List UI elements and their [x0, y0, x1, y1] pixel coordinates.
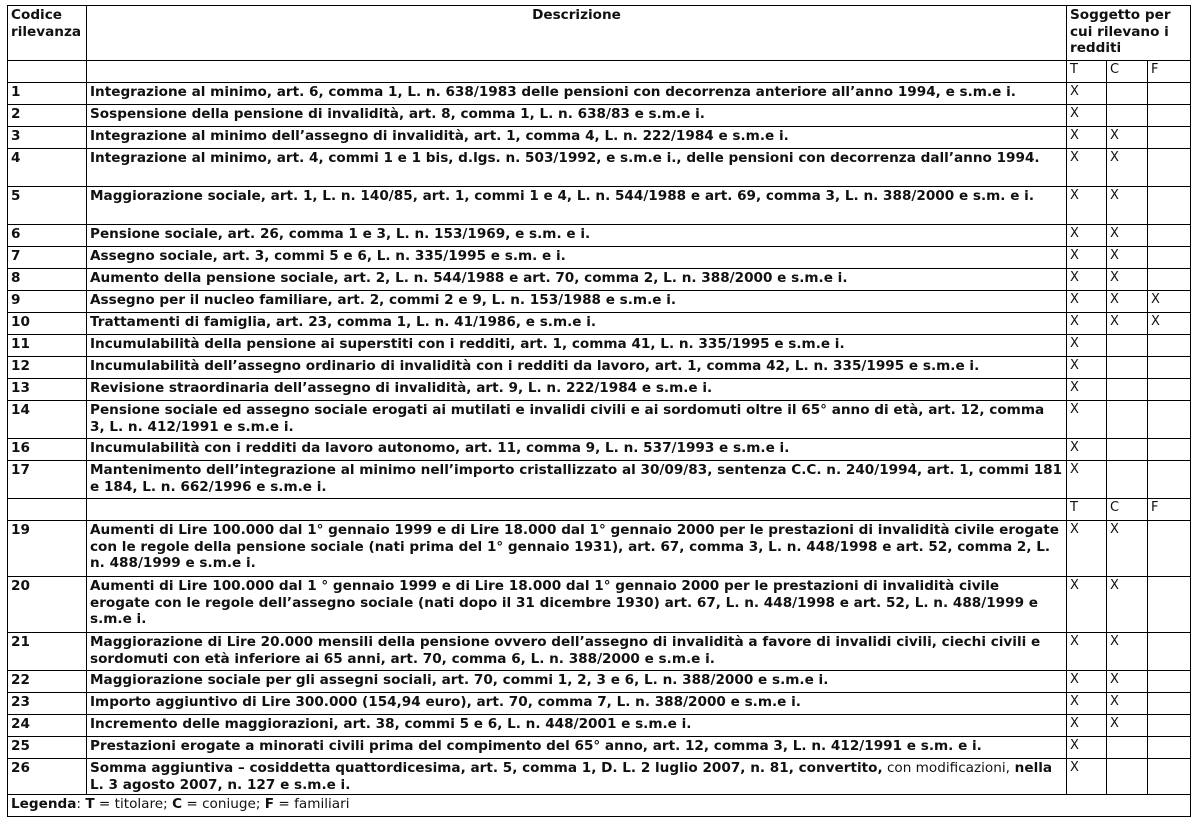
- row-description: Assegno per il nucleo familiare, art. 2, commi 2 e 9, L. n. 153/1988 e s.m.e i.: [87, 291, 1067, 313]
- header-row: [8, 6, 1191, 61]
- row-mark-c: X: [1107, 247, 1148, 269]
- row-mark-c: [1107, 379, 1148, 401]
- header-col-t: T: [1067, 61, 1107, 83]
- row-mark-f: [1148, 759, 1191, 795]
- row-code: 6: [8, 225, 87, 247]
- row-code: 4: [8, 149, 87, 187]
- row-mark-c: [1107, 83, 1148, 105]
- row-mark-t: X: [1067, 269, 1107, 291]
- table-row: [8, 247, 1191, 269]
- legend: Legenda: T = titolare; C = coniuge; F = familiari: [8, 795, 1191, 817]
- row-mark-f: [1148, 335, 1191, 357]
- table-row: [8, 357, 1191, 379]
- row-description: Maggiorazione di Lire 20.000 mensili della pensione ovvero dell’assegno di invalidità a favore di invalidi civili, ciechi civili e sordomuti con età inferiore ai 65 anni, art. 70, comma 6, L. n. 388/2000 e s.m.e i.: [87, 633, 1067, 671]
- row-mark-t: X: [1067, 379, 1107, 401]
- row-mark-c: X: [1107, 149, 1148, 187]
- row-code: 24: [8, 715, 87, 737]
- row-description: Importo aggiuntivo di Lire 300.000 (154,94 euro), art. 70, comma 7, L. n. 388/2000 e s.m.e i.: [87, 693, 1067, 715]
- row-code: 9: [8, 291, 87, 313]
- row-code: 2: [8, 105, 87, 127]
- row-mark-c: X: [1107, 225, 1148, 247]
- row-code: 19: [8, 521, 87, 577]
- subheader-row: [8, 61, 1191, 83]
- row-mark-t: X: [1067, 737, 1107, 759]
- row-code: 23: [8, 693, 87, 715]
- row-description: Incumulabilità con i redditi da lavoro autonomo, art. 11, comma 9, L. n. 537/1993 e s.m.e i.: [87, 439, 1067, 461]
- table-row: [8, 187, 1191, 225]
- row-code: 13: [8, 379, 87, 401]
- row-mark-t: X: [1067, 671, 1107, 693]
- row-code: 22: [8, 671, 87, 693]
- row-description: Aumenti di Lire 100.000 dal 1 ° gennaio 1999 e di Lire 18.000 dal 1° gennaio 2000 per le prestazioni di invalidità civile erogate con le regole dell’assegno sociale (nati dopo il 31 dicembre 1930) art. 67, L. n. 448/1998 e art. 52, L. n. 488/1999 e s.m.e i.: [87, 577, 1067, 633]
- row-mark-c: X: [1107, 633, 1148, 671]
- header-code: Codice rilevanza: [8, 6, 87, 61]
- row-mark-t: X: [1067, 715, 1107, 737]
- row-mark-f: [1148, 737, 1191, 759]
- row-code: 11: [8, 335, 87, 357]
- table-body-last: [8, 759, 1191, 817]
- row-description: Somma aggiuntiva – cosiddetta quattordicesima, art. 5, comma 1, D. L. 2 luglio 2007, n. 81, convertito, con modificazioni, nella L. 3 agosto 2007, n. 127 e s.m.e i.: [87, 759, 1067, 795]
- row-mark-f: X: [1148, 313, 1191, 335]
- row-mark-t: X: [1067, 291, 1107, 313]
- table-row: [8, 737, 1191, 759]
- table-row: [8, 335, 1191, 357]
- row-description: Assegno sociale, art. 3, commi 5 e 6, L. n. 335/1995 e s.m. e i.: [87, 247, 1067, 269]
- header-col-c: C: [1107, 61, 1148, 83]
- row-description: Incumulabilità dell’assegno ordinario di invalidità con i redditi da lavoro, art. 1, comma 42, L. n. 335/1995 e s.m.e i.: [87, 357, 1067, 379]
- row-description: Pensione sociale, art. 26, comma 1 e 3, L. n. 153/1969, e s.m. e i.: [87, 225, 1067, 247]
- row-description: Mantenimento dell’integrazione al minimo nell’importo cristallizzato al 30/09/83, sentenza C.C. n. 240/1994, art. 1, commi 181 e 184, L. n. 662/1996 e s.m.e i.: [87, 461, 1067, 499]
- row-code: 12: [8, 357, 87, 379]
- row-code: 3: [8, 127, 87, 149]
- row-mark-c: [1107, 401, 1148, 439]
- table-row: [8, 693, 1191, 715]
- table-row: [8, 577, 1191, 633]
- table-body-first: [8, 83, 1191, 499]
- row-description: Integrazione al minimo dell’assegno di invalidità, art. 1, comma 4, L. n. 222/1984 e s.m.e i.: [87, 127, 1067, 149]
- subheader-row-repeat: [8, 499, 1191, 521]
- row-mark-f: [1148, 671, 1191, 693]
- row-mark-f: [1148, 693, 1191, 715]
- row-mark-t: X: [1067, 357, 1107, 379]
- table-row: [8, 149, 1191, 187]
- row-mark-t: X: [1067, 187, 1107, 225]
- row-mark-c: X: [1107, 291, 1148, 313]
- row-mark-t: X: [1067, 149, 1107, 187]
- row-mark-c: X: [1107, 671, 1148, 693]
- row-mark-f: [1148, 461, 1191, 499]
- row-mark-c: [1107, 461, 1148, 499]
- row-code: 21: [8, 633, 87, 671]
- relevance-codes-table: [7, 5, 1191, 817]
- row-mark-c: [1107, 105, 1148, 127]
- table-row: [8, 715, 1191, 737]
- row-code: 7: [8, 247, 87, 269]
- row-mark-c: [1107, 759, 1148, 795]
- row-mark-c: X: [1107, 269, 1148, 291]
- row-mark-f: [1148, 401, 1191, 439]
- table-row: [8, 439, 1191, 461]
- row-mark-t: X: [1067, 521, 1107, 577]
- row-description: Sospensione della pensione di invalidità, art. 8, comma 1, L. n. 638/83 e s.m.e i.: [87, 105, 1067, 127]
- row-mark-c: [1107, 335, 1148, 357]
- row-mark-t: X: [1067, 759, 1107, 795]
- row-mark-t: X: [1067, 693, 1107, 715]
- row-mark-t: X: [1067, 401, 1107, 439]
- header-col-f-repeat: F: [1148, 499, 1191, 521]
- row-mark-t: X: [1067, 633, 1107, 671]
- row-mark-f: [1148, 269, 1191, 291]
- row-mark-f: [1148, 247, 1191, 269]
- row-code: 20: [8, 577, 87, 633]
- header-col-f: F: [1148, 61, 1191, 83]
- row-mark-f: [1148, 187, 1191, 225]
- table-row: [8, 105, 1191, 127]
- row-mark-f: [1148, 439, 1191, 461]
- row-code: 26: [8, 759, 87, 795]
- row-mark-t: X: [1067, 313, 1107, 335]
- row-mark-f: [1148, 127, 1191, 149]
- table-row: [8, 671, 1191, 693]
- row-code: 5: [8, 187, 87, 225]
- table-row: [8, 401, 1191, 439]
- table-row: [8, 379, 1191, 401]
- row-description: Maggiorazione sociale, art. 1, L. n. 140/85, art. 1, commi 1 e 4, L. n. 544/1988 e art. 69, comma 3, L. n. 388/2000 e s.m. e i.: [87, 187, 1067, 225]
- row-mark-f: [1148, 577, 1191, 633]
- row-mark-c: X: [1107, 521, 1148, 577]
- row-mark-f: [1148, 715, 1191, 737]
- header-col-t-repeat: T: [1067, 499, 1107, 521]
- table-row: [8, 225, 1191, 247]
- table-body-second: [8, 521, 1191, 759]
- table-row: [8, 633, 1191, 671]
- row-description: Revisione straordinaria dell’assegno di invalidità, art. 9, L. n. 222/1984 e s.m.e i.: [87, 379, 1067, 401]
- row-code: 25: [8, 737, 87, 759]
- row-mark-c: X: [1107, 313, 1148, 335]
- row-description: Aumenti di Lire 100.000 dal 1° gennaio 1999 e di Lire 18.000 dal 1° gennaio 2000 per le prestazioni di invalidità civile erogate con le regole della pensione sociale (nati prima del 1° gennaio 1931), art. 67, comma 3, L. n. 448/1998 e art. 52, comma 2, L. n. 488/1999 e s.m.e i.: [87, 521, 1067, 577]
- row-description: Maggiorazione sociale per gli assegni sociali, art. 70, commi 1, 2, 3 e 6, L. n. 388/2000 e s.m.e i.: [87, 671, 1067, 693]
- row-code: 1: [8, 83, 87, 105]
- row-mark-t: X: [1067, 461, 1107, 499]
- row-mark-c: [1107, 439, 1148, 461]
- row-mark-c: [1107, 357, 1148, 379]
- table-row: [8, 759, 1191, 795]
- row-mark-t: X: [1067, 83, 1107, 105]
- row-mark-f: X: [1148, 291, 1191, 313]
- header-description: Descrizione: [87, 6, 1067, 61]
- row-code: 17: [8, 461, 87, 499]
- row-mark-c: X: [1107, 127, 1148, 149]
- table-row: [8, 269, 1191, 291]
- row-mark-f: [1148, 379, 1191, 401]
- row-description: Aumento della pensione sociale, art. 2, L. n. 544/1988 e art. 70, comma 2, L. n. 388/2000 e s.m.e i.: [87, 269, 1067, 291]
- header-subject: Soggetto per cui rilevano i redditi: [1067, 6, 1191, 61]
- table-row: [8, 521, 1191, 577]
- row-mark-c: X: [1107, 693, 1148, 715]
- row-code: 8: [8, 269, 87, 291]
- row-mark-f: [1148, 633, 1191, 671]
- row-mark-c: [1107, 737, 1148, 759]
- table-row: [8, 461, 1191, 499]
- row-mark-f: [1148, 105, 1191, 127]
- table-row: [8, 83, 1191, 105]
- row-description: Prestazioni erogate a minorati civili prima del compimento del 65° anno, art. 12, comma 3, L. n. 412/1991 e s.m. e i.: [87, 737, 1067, 759]
- row-description: Pensione sociale ed assegno sociale erogati ai mutilati e invalidi civili e ai sordomuti oltre il 65° anno di età, art. 12, comma 3, L. n. 412/1991 e s.m.e i.: [87, 401, 1067, 439]
- row-mark-t: X: [1067, 225, 1107, 247]
- row-code: 16: [8, 439, 87, 461]
- row-mark-f: [1148, 225, 1191, 247]
- legend-row: [8, 795, 1191, 817]
- row-description: Trattamenti di famiglia, art. 23, comma 1, L. n. 41/1986, e s.m.e i.: [87, 313, 1067, 335]
- row-mark-t: X: [1067, 335, 1107, 357]
- row-mark-t: X: [1067, 105, 1107, 127]
- row-description: Integrazione al minimo, art. 6, comma 1, L. n. 638/1983 delle pensioni con decorrenza anteriore all’anno 1994, e s.m.e i.: [87, 83, 1067, 105]
- row-mark-f: [1148, 149, 1191, 187]
- row-mark-t: X: [1067, 127, 1107, 149]
- row-mark-c: X: [1107, 577, 1148, 633]
- row-code: 10: [8, 313, 87, 335]
- row-mark-c: X: [1107, 715, 1148, 737]
- table-row: [8, 313, 1191, 335]
- table-body-divider: [8, 499, 1191, 521]
- row-mark-t: X: [1067, 247, 1107, 269]
- table-row: [8, 127, 1191, 149]
- row-description: Integrazione al minimo, art. 4, commi 1 e 1 bis, d.lgs. n. 503/1992, e s.m.e i., delle pensioni con decorrenza dall’anno 1994.: [87, 149, 1067, 187]
- row-mark-t: X: [1067, 439, 1107, 461]
- row-description: Incumulabilità della pensione ai superstiti con i redditi, art. 1, comma 41, L. n. 335/1995 e s.m.e i.: [87, 335, 1067, 357]
- header-col-c-repeat: C: [1107, 499, 1148, 521]
- row-mark-t: X: [1067, 577, 1107, 633]
- row-mark-f: [1148, 521, 1191, 577]
- row-description: Incremento delle maggiorazioni, art. 38, commi 5 e 6, L. n. 448/2001 e s.m.e i.: [87, 715, 1067, 737]
- row-code: 14: [8, 401, 87, 439]
- table-row: [8, 291, 1191, 313]
- row-mark-f: [1148, 357, 1191, 379]
- row-mark-c: X: [1107, 187, 1148, 225]
- row-mark-f: [1148, 83, 1191, 105]
